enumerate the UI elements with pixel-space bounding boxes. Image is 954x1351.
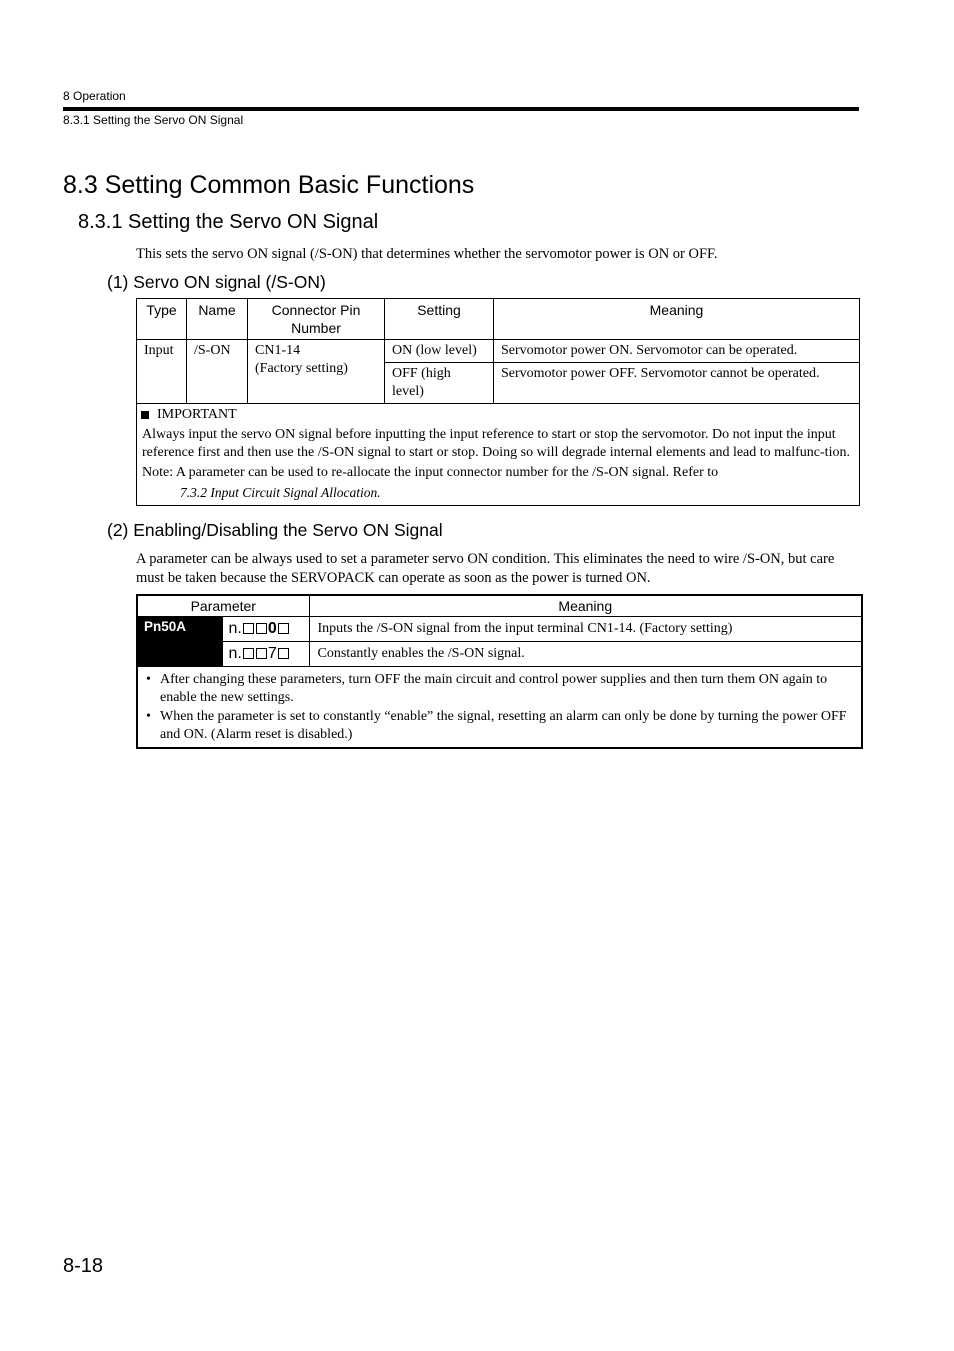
cell-setting-on: ON (low level) — [385, 340, 494, 363]
subsection-heading-1: (1) Servo ON signal (/S-ON) — [107, 272, 326, 292]
square-bullet-icon — [141, 411, 149, 419]
section-title: 8.3.1 Setting the Servo ON Signal — [78, 211, 379, 233]
list-item: • After changing these parameters, turn OFF the main circuit and control power supplies and then turn them ON again to enable the new settings. — [146, 672, 828, 705]
table-header-row — [137, 299, 860, 340]
param-prefix: n. — [228, 645, 242, 662]
table-notes-row — [137, 667, 862, 749]
param-digit: 0 — [267, 620, 277, 637]
note-reference-link: 7.3.2 Input Circuit Signal Allocation. — [180, 485, 381, 500]
placeholder-box-icon — [243, 623, 254, 634]
placeholder-box-icon — [256, 623, 267, 634]
col-header-setting: Setting — [385, 299, 494, 340]
param-meaning: Inputs the /S-ON signal from the input terminal CN1-14. (Factory setting) — [309, 617, 862, 642]
placeholder-box-icon — [278, 623, 289, 634]
section2-paragraph: A parameter can be always used to set a parameter servo ON condition. This eliminates the need to wire /S-ON, but care must be taken because the SERVOPACK can operate as soon as the power is turned ON. — [136, 551, 835, 586]
important-label-line — [141, 406, 854, 424]
cell-meaning-off: Servomotor power OFF. Servomotor cannot be operated. — [494, 363, 860, 404]
cell-name: /S-ON — [187, 340, 248, 404]
header-section: 8.3.1 Setting the Servo ON Signal — [63, 113, 244, 127]
cell-meaning-on: Servomotor power ON. Servomotor can be operated. — [494, 340, 860, 363]
col-header-pin: Connector Pin Number — [248, 299, 385, 340]
placeholder-box-icon — [256, 648, 267, 659]
notes-cell — [137, 404, 860, 506]
param-value-code — [222, 642, 309, 667]
param-number: Pn50A — [137, 617, 222, 667]
pin-note: (Factory setting) — [255, 361, 348, 376]
col-header-parameter: Parameter — [137, 595, 309, 617]
important-text: Always input the servo ON signal before inputting the input reference to start or stop the servomotor. Do not input the input reference first and then use the /S-ON signal to start or stop. Doing so will degrade internal elements and lead to malfunc-tion. — [142, 427, 850, 460]
header-chapter: 8 Operation — [63, 89, 126, 103]
list-item: • When the parameter is set to constantly “enable” the signal, resetting an alarm can only be done by turning the power OFF and ON. (Alarm reset is disabled.) — [146, 709, 847, 742]
intro-paragraph: This sets the servo ON signal (/S-ON) that determines whether the servomotor power is ON or OFF. — [136, 246, 718, 262]
note-text: Note: A parameter can be used to re-allocate the input connector number for the /S-ON signal. Refer to — [142, 465, 719, 480]
page-title: 8.3 Setting Common Basic Functions — [63, 171, 475, 199]
param-prefix: n. — [228, 620, 242, 637]
header-rule — [63, 107, 859, 111]
param-value-code — [222, 617, 309, 642]
parameter-table — [136, 594, 863, 749]
subsection-heading-2: (2) Enabling/Disabling the Servo ON Signal — [107, 520, 443, 540]
param-meaning: Constantly enables the /S-ON signal. — [309, 642, 862, 667]
pin-number: CN1-14 — [255, 343, 301, 358]
table-header-row — [137, 595, 862, 617]
table-row — [137, 340, 860, 363]
cell-type: Input — [137, 340, 187, 404]
page-number: 8-18 — [63, 1255, 104, 1277]
table-row — [137, 642, 862, 667]
servo-on-signal-table — [136, 298, 860, 506]
cell-pin — [248, 340, 385, 404]
placeholder-box-icon — [243, 648, 254, 659]
col-header-type: Type — [137, 299, 187, 340]
col-header-meaning: Meaning — [309, 595, 862, 617]
important-label: IMPORTANT — [157, 407, 237, 422]
param-digit: 7 — [267, 645, 277, 662]
table-notes-row — [137, 404, 860, 506]
table-row — [137, 617, 862, 642]
col-header-name: Name — [187, 299, 248, 340]
bullets-cell — [137, 667, 862, 749]
col-header-meaning: Meaning — [494, 299, 860, 340]
placeholder-box-icon — [278, 648, 289, 659]
cell-setting-off: OFF (high level) — [385, 363, 494, 404]
